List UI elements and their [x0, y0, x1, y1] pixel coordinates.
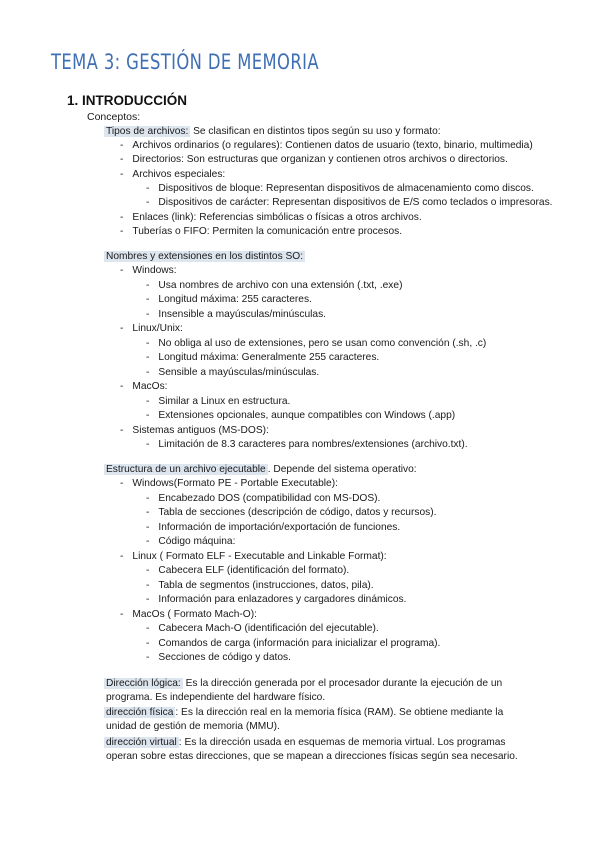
concepts-label: Conceptos: — [87, 111, 141, 123]
physical-address-line-2: unidad de gestión de memoria (MMU). — [106, 721, 280, 732]
virtual-address-term: dirección virtual — [106, 737, 177, 748]
list-item: - Linux ( Formato ELF - Executable and Linkable Format): — [120, 551, 387, 562]
logical-address-term: Dirección lógica: — [106, 678, 181, 689]
physical-address-term: dirección física — [106, 707, 174, 718]
list-item: - Comandos de carga (información para inicializar el programa). — [146, 638, 441, 649]
list-item: - Windows: — [120, 265, 177, 276]
executable-paragraph — [104, 463, 417, 477]
list-item: - Dispositivos de carácter: Representan dispositivos de E/S como teclados o impresoras. — [146, 197, 553, 208]
list-item: - Cabecera ELF (identificación del formato). — [146, 565, 350, 576]
list-item: - MacOs: — [120, 381, 168, 392]
list-item: - Dispositivos de bloque: Representan dispositivos de almacenamiento como discos. — [146, 183, 534, 194]
virtual-address-line-2: operan sobre estas direcciones, que se mapean a direcciones físicas según sea necesario. — [106, 751, 518, 762]
list-item: - Extensiones opcionales, aunque compatibles con Windows (.app) — [146, 410, 456, 421]
list-item: - Tuberías o FIFO: Permiten la comunicación entre procesos. — [120, 226, 403, 237]
virtual-address-line-1: dirección virtual : Es la dirección usada en esquemas de memoria virtual. Los programas — [106, 737, 506, 748]
file-types-paragraph — [104, 125, 441, 139]
list-item: - Información de importación/exportación de funciones. — [146, 522, 401, 533]
logical-address-line-1: Dirección lógica: Es la dirección generada por el procesador durante la ejecución de un — [106, 678, 503, 689]
list-item: - Archivos ordinarios (o regulares): Contienen datos de usuario (texto, binario, multimedia) — [120, 140, 533, 151]
list-item: - Insensible a mayúsculas/minúsculas. — [146, 309, 327, 320]
names-term: Nombres y extensiones en los distintos SO: — [106, 251, 304, 262]
list-item: - Directorios: Son estructuras que organizan y contienen otros archivos o directorios. — [120, 154, 508, 165]
list-item: - Archivos especiales: — [120, 169, 226, 180]
list-item: - Windows(Formato PE - Portable Executable): — [120, 478, 338, 489]
list-item: - Cabecera Mach-O (identificación del ejecutable). — [146, 623, 379, 634]
list-item: - Tabla de secciones (descripción de código, datos y recursos). — [146, 507, 437, 518]
list-item: - Código máquina: — [146, 536, 236, 547]
page-title: TEMA 3: GESTIÓN DE MEMORIA — [51, 50, 319, 74]
list-item: - Longitud máxima: Generalmente 255 caracteres. — [146, 352, 380, 363]
names-paragraph — [104, 250, 305, 264]
physical-address-line-1: dirección física : Es la dirección real en la memoria física (RAM). Se obtiene mediante la — [106, 707, 504, 718]
list-item: - Encabezado DOS (compatibilidad con MS-DOS). — [146, 493, 381, 504]
list-item: - No obliga al uso de extensiones, pero se usan como convención (.sh, .c) — [146, 338, 487, 349]
list-item: - Linux/Unix: — [120, 323, 183, 334]
list-item: - Sistemas antiguos (MS-DOS): — [120, 425, 269, 436]
list-item: - Sensible a mayúsculas/minúsculas. — [146, 367, 320, 378]
list-item: - Secciones de código y datos. — [146, 652, 291, 663]
list-item: - Longitud máxima: 255 caracteres. — [146, 294, 312, 305]
file-types-term: Tipos de archivos: — [106, 126, 189, 137]
list-item: - Enlaces (link): Referencias simbólicas o físicas a otros archivos. — [120, 212, 422, 223]
executable-term: Estructura de un archivo ejecutable — [106, 464, 266, 475]
list-item: - Usa nombres de archivo con una extensión (.txt, .exe) — [146, 280, 403, 291]
list-item: - MacOs ( Formato Mach-O): — [120, 609, 257, 620]
file-types-desc: Se clasifican en distintos tipos según su uso y formato: — [190, 126, 441, 137]
list-item: - Limitación de 8.3 caracteres para nombres/extensiones (archivo.txt). — [146, 439, 468, 450]
list-item: - Tabla de segmentos (instrucciones, datos, pila). — [146, 580, 374, 591]
list-item: - Información para enlazadores y cargadores dinámicos. — [146, 594, 407, 605]
section-heading: 1. INTRODUCCIÓN — [67, 93, 188, 108]
logical-address-line-2: programa. Es independiente del hardware físico. — [106, 692, 326, 703]
executable-desc: . Depende del sistema operativo: — [267, 464, 417, 475]
list-item: - Similar a Linux en estructura. — [146, 396, 291, 407]
